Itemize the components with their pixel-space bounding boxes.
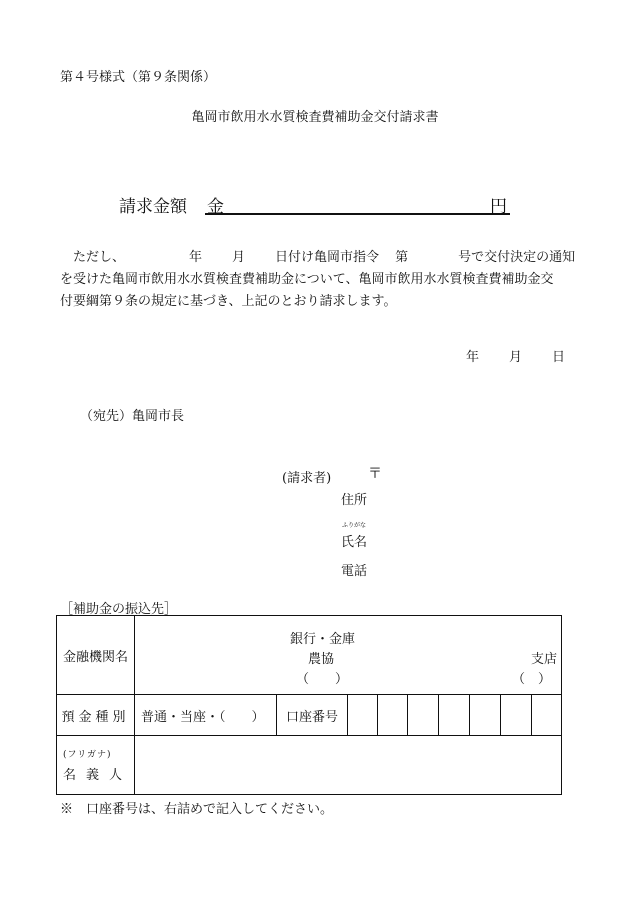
date-day: 日: [551, 350, 565, 365]
name-furigana: ふりがな: [342, 522, 367, 529]
deposit-type-label: 預金種別: [57, 695, 135, 736]
holder-furigana-label: (フリガナ): [63, 750, 112, 760]
account-digit-box[interactable]: [348, 695, 378, 736]
bank-transfer-table: [56, 615, 562, 795]
document-title: 亀岡市飲用水水質検査費補助金交付請求書: [191, 110, 439, 125]
amount-prefix: 金: [207, 197, 224, 217]
address-label: 住所: [341, 493, 368, 508]
phone-label: 電話: [341, 564, 368, 579]
body-text-tadashi: ただし、: [73, 250, 126, 265]
postal-mark-icon: 〒: [368, 466, 382, 482]
body-text-order: 日付け亀岡市指令: [275, 250, 380, 265]
account-digit-box[interactable]: [532, 695, 562, 736]
form-number: 第４号様式（第９条関係）: [60, 70, 217, 85]
account-digit-box[interactable]: [439, 695, 470, 736]
name-label: 氏名: [341, 535, 368, 550]
claimant-label: (請求者): [282, 471, 332, 486]
account-digit-box[interactable]: [501, 695, 532, 736]
amount-underline: [205, 213, 510, 215]
institution-field[interactable]: [135, 616, 562, 695]
account-holder-label: [57, 736, 135, 795]
body-line-1: [60, 246, 575, 265]
amount-label: 請求金額: [119, 197, 187, 217]
account-digit-box[interactable]: [408, 695, 439, 736]
deposit-type-options[interactable]: 普通・当座・（ ）: [135, 695, 277, 736]
account-number-label: 口座番号: [277, 695, 348, 736]
footnote: ※ 口座番号は、右詰めで記入してください。: [60, 802, 334, 817]
amount-suffix: 円: [490, 197, 507, 217]
nokyo-label: 農協: [308, 652, 335, 667]
addressee: （宛先）亀岡市長: [80, 409, 185, 424]
account-digit-box[interactable]: [378, 695, 408, 736]
holder-name-label: 名義人: [63, 768, 133, 783]
body-year: 年: [189, 250, 203, 265]
account-digit-box[interactable]: [470, 695, 501, 736]
body-line-2: を受けた亀岡市飲用水水質検査費補助金について、亀岡市飲用水水質検査費補助金交: [60, 272, 554, 287]
branch-paren: （ ）: [512, 672, 552, 687]
institution-label: 金融機関名: [57, 616, 135, 695]
date-line: [466, 346, 565, 365]
bank-kinko-label: 銀行・金庫: [290, 632, 356, 647]
body-line-3: 付要綱第９条の規定に基づき、上記のとおり請求します。: [60, 294, 397, 309]
date-month: 月: [508, 350, 522, 365]
account-holder-field[interactable]: [135, 736, 562, 795]
transfer-heading: ［補助金の振込先］: [60, 602, 178, 617]
body-month: 月: [232, 250, 246, 265]
date-year: 年: [465, 350, 479, 365]
institution-paren: （ ）: [296, 672, 349, 687]
body-text-notice: 号で交付決定の通知: [458, 250, 576, 265]
body-no: 第: [395, 250, 409, 265]
branch-label: 支店: [531, 652, 558, 667]
